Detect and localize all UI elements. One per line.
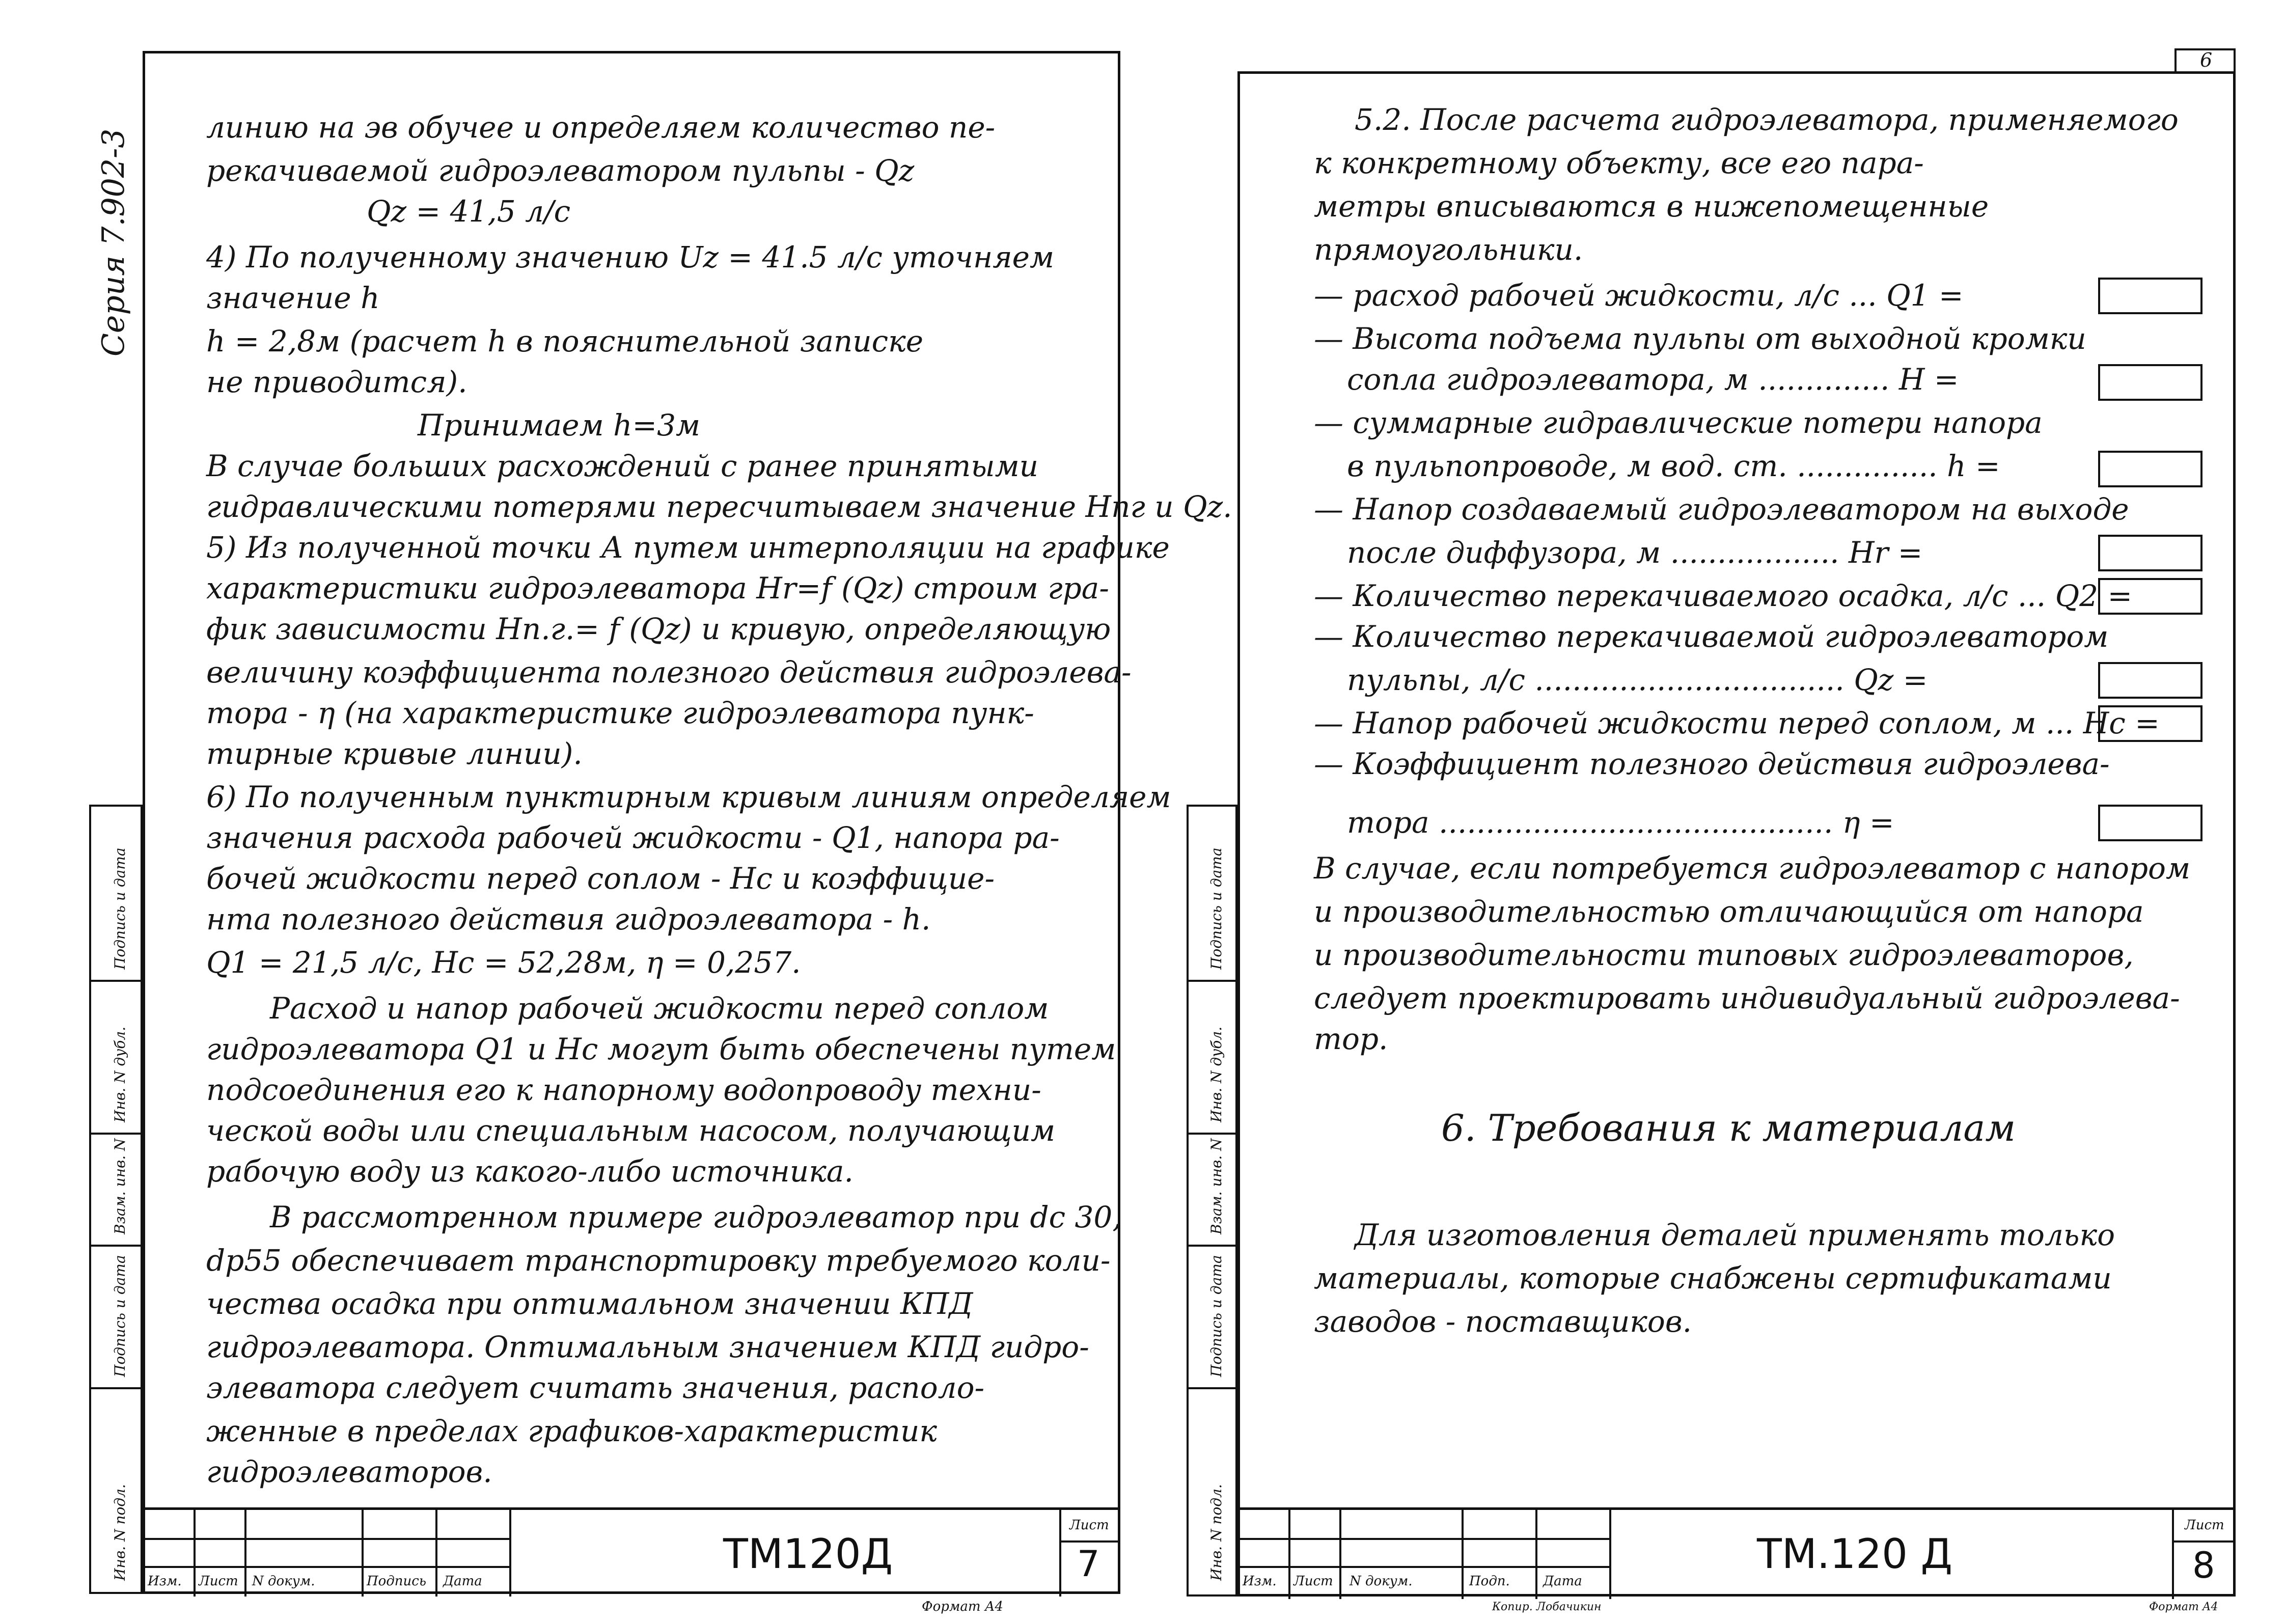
left-line: женные в пределах графиков-характеристик <box>206 1414 937 1448</box>
stamp-col <box>1059 1510 1061 1597</box>
param-line: — Напор создаваемый гидроэлеватором на выходе <box>1314 492 2129 527</box>
param-line: после диффузора, м .................. Hr = <box>1347 535 1923 570</box>
param-line: — суммарные гидравлические потери напора <box>1314 405 2043 440</box>
left-line: Принимаем h=3м <box>418 408 701 443</box>
stamp-row <box>2172 1540 2236 1543</box>
note-line: тор. <box>1314 1022 1388 1056</box>
right-intro-line: 5.2. После расчета гидроэлеватора, применяемого <box>1355 102 2179 137</box>
side-label: Инв. N дубл. <box>112 1026 128 1122</box>
stamp-col-label: N докум. <box>1350 1574 1413 1589</box>
left-line: бочей жидкости перед соплом - Hс и коэффицие- <box>206 861 995 896</box>
left-line: рекачиваемой гидроэлеватором пульпы - Qz <box>206 153 915 188</box>
right-side-stamp <box>1187 805 1237 1597</box>
left-line: h = 2,8м (расчет h в пояснительной записке <box>206 324 924 359</box>
right-title-block <box>1237 1507 2236 1613</box>
sheet-number: 7 <box>1077 1543 1100 1585</box>
param-line: — Высота подъема пульпы от выходной кромки <box>1314 321 2086 356</box>
page-corner-number: 6 <box>2200 49 2213 71</box>
stamp-col-label: Дата <box>443 1574 482 1589</box>
side-divider <box>1189 1133 1237 1135</box>
section-text-line: материалы, которые снабжены сертификатами <box>1314 1261 2112 1296</box>
left-line: значения расхода рабочей жидкости - Q1, напора ра- <box>206 820 1060 855</box>
param-line: — Коэффициент полезного действия гидроэлева- <box>1314 747 2110 781</box>
copied-by-label: Копир. Лобачикин <box>1492 1601 1602 1613</box>
param-line: тора .......................................... η = <box>1347 805 1894 840</box>
left-line: гидроэлеватора. Оптимальным значением КПД гидро- <box>206 1330 1089 1364</box>
sheet-label: Лист <box>1069 1518 1109 1533</box>
stamp-col-label: Изм. <box>1243 1574 1277 1589</box>
left-line: рабочую воду из какого-либо источника. <box>206 1154 854 1189</box>
answer-box-eta[interactable] <box>2098 805 2203 841</box>
left-title-block <box>143 1507 1120 1614</box>
right-intro-line: метры вписываются в нижепомещенные <box>1314 189 1989 224</box>
stamp-col-label: Изм. <box>148 1574 182 1589</box>
side-divider <box>1189 1245 1237 1247</box>
left-line: В случае больших расхождений с ранее принятыми <box>206 449 1039 483</box>
sheet-label: Лист <box>2185 1518 2224 1533</box>
section-title: 6. Требования к материалам <box>1441 1107 2016 1149</box>
left-line: нта полезного действия гидроэлеватора - h. <box>206 902 931 937</box>
param-line: пульпы, л/с ................................. Qz = <box>1347 663 1928 697</box>
side-divider <box>91 1387 142 1389</box>
side-divider <box>1189 980 1237 982</box>
left-line: значение h <box>206 281 380 315</box>
left-line: величину коэффициента полезного действия гидроэлева- <box>206 655 1132 690</box>
left-line: гидроэлеватора Q1 и Hс могут быть обеспечены путем <box>206 1032 1116 1066</box>
section-text-line: Для изготовления деталей применять только <box>1355 1218 2115 1252</box>
side-label: Взам. инв. N <box>1208 1138 1225 1234</box>
left-line: гидроэлеваторов. <box>206 1454 492 1489</box>
sheet-number: 8 <box>2192 1545 2215 1586</box>
stamp-col-label: N докум. <box>252 1574 315 1589</box>
left-line: Qz = 41,5 л/с <box>367 194 571 229</box>
left-line: dр55 обеспечивает транспортировку требуемого коли- <box>206 1243 1111 1278</box>
stamp-col-label: Подп. <box>1469 1574 1510 1589</box>
param-line: сопла гидроэлеватора, м .............. H = <box>1347 362 1959 397</box>
document-code: ТМ120Д <box>723 1530 893 1578</box>
left-line: Расход и напор рабочей жидкости перед соплом <box>270 991 1049 1026</box>
param-line: в пульпопроводе, м вод. ст. ............... h = <box>1347 449 2000 483</box>
stamp-col-label: Лист <box>199 1574 238 1589</box>
left-line: подсоединения его к напорному водопроводу техни- <box>206 1072 1041 1107</box>
document-code: ТМ.120 Д <box>1757 1530 1952 1578</box>
note-line: В случае, если потребуется гидроэлеватор с напором <box>1314 851 2191 886</box>
answer-box-h-height[interactable] <box>2098 364 2203 401</box>
side-divider <box>91 1133 142 1135</box>
left-line: ческой воды или специальным насосом, получающим <box>206 1113 1056 1148</box>
side-divider <box>1189 1387 1237 1389</box>
left-line: Q1 = 21,5 л/с, Hс = 52,28м, η = 0,257. <box>206 945 801 980</box>
note-line: и производительностью отличающийся от напора <box>1314 894 2144 929</box>
answer-box-hc[interactable] <box>2098 705 2203 742</box>
param-line: — Количество перекачиваемого осадка, л/с ... Q2 = <box>1314 579 2133 613</box>
left-line: 6) По полученным пунктирным кривым линиям определяем <box>206 780 1171 814</box>
left-line: гидравлическими потерями пересчитываем значение Hпг и Qz. <box>206 489 1232 524</box>
stamp-col-label: Дата <box>1543 1574 1582 1589</box>
answer-box-hr[interactable] <box>2098 535 2203 571</box>
left-line: чества осадка при оптимальном значении КПД <box>206 1286 973 1321</box>
param-line: — Количество перекачиваемой гидроэлеватором <box>1314 619 2109 654</box>
left-line: не приводится). <box>206 365 467 399</box>
left-line: элеватора следует считать значения, располо- <box>206 1370 985 1405</box>
side-label: Инв. N дубл. <box>1208 1026 1225 1122</box>
param-line: — Напор рабочей жидкости перед соплом, м ... Hс = <box>1314 706 2160 740</box>
side-label: Подпись и дата <box>1208 847 1225 970</box>
param-line: — расход рабочей жидкости, л/с ... Q1 = <box>1314 278 1964 313</box>
left-line: тора - η (на характеристике гидроэлеватора пунк- <box>206 696 1034 730</box>
section-text-line: заводов - поставщиков. <box>1314 1304 1692 1339</box>
side-label: Подпись и дата <box>112 1255 128 1377</box>
left-line: фик зависимости Hп.г.= f (Qz) и кривую, определяющую <box>206 612 1111 646</box>
right-intro-line: прямоугольники. <box>1314 232 1583 267</box>
left-line: линию на эв обучее и определяем количество пе- <box>206 110 996 145</box>
stamp-col <box>2172 1510 2174 1599</box>
note-line: следует проектировать индивидуальный гидроэлева- <box>1314 981 2180 1015</box>
left-line: тирные кривые линии). <box>206 736 583 771</box>
left-line: 5) Из полученной точки А путем интерполяции на графике <box>206 530 1170 565</box>
side-divider <box>91 980 142 982</box>
left-line: характеристики гидроэлеватора Hr=f (Qz) строим гра- <box>206 571 1109 605</box>
side-label: Подпись и дата <box>1208 1255 1225 1377</box>
side-label: Инв. N подл. <box>1208 1484 1225 1581</box>
left-line: 4) По полученному значению Uz = 41.5 л/с уточняем <box>206 240 1055 274</box>
side-divider <box>91 1245 142 1247</box>
stamp-col-label: Лист <box>1293 1574 1333 1589</box>
format-label: Формат А4 <box>922 1599 1004 1614</box>
side-label: Инв. N подл. <box>112 1484 128 1581</box>
right-intro-line: к конкретному объекту, все его пара- <box>1314 146 1924 180</box>
side-label: Взам. инв. N <box>112 1138 128 1234</box>
format-label: Формат А4 <box>2149 1601 2218 1613</box>
left-side-stamp <box>89 805 143 1594</box>
left-line: В рассмотренном примере гидроэлеватор при dс 30, <box>270 1200 1122 1234</box>
stamp-row <box>1059 1540 1120 1543</box>
answer-box-q1[interactable] <box>2098 278 2203 314</box>
stamp-col-label: Подпись <box>367 1574 427 1589</box>
side-label: Подпись и дата <box>112 847 128 970</box>
answer-box-h-losses[interactable] <box>2098 451 2203 487</box>
answer-box-qz[interactable] <box>2098 662 2203 699</box>
left-series-label: Серия 7.902-3 <box>96 128 131 356</box>
answer-box-q2[interactable] <box>2098 578 2203 615</box>
note-line: и производительности типовых гидроэлеваторов, <box>1314 938 2134 972</box>
